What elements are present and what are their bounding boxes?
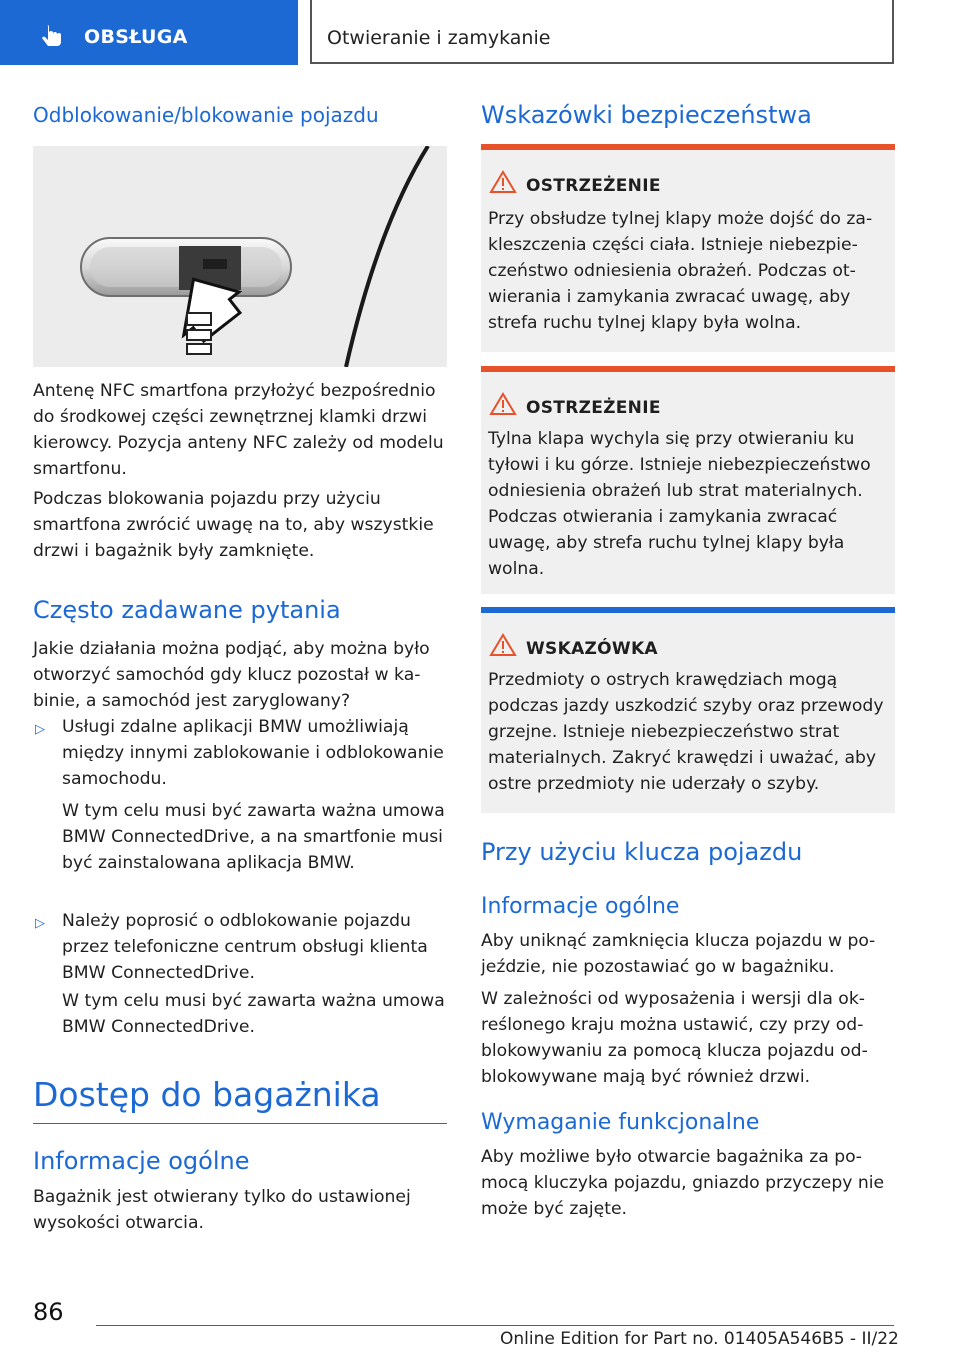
- notice-text: Przedmioty o ostrych krawędziach mogą podczas jazdy uszkodzić szyby oraz przewody grzejne. Istnieje niebezpieczeństwo strat materialnych. Zakryć krawędzi i uważać, aby ostre przedmioty nie uderzały o szyby.: [488, 670, 884, 794]
- faq-question: Jakie działania można podjąć, aby można było otworzyć samochód gdy klucz pozostał w kabinie, a samochód jest zaryglowany?: [33, 639, 430, 711]
- chapter-header: [310, 0, 894, 64]
- bullet-2-main: Należy poprosić o odblokowanie pojazdu przez telefoniczne centrum obsługi klienta BMW ConnectedDrive.: [62, 911, 428, 983]
- general-paragraph-2: W zależności od wyposażenia i wersji dla określonego kraju można ustawić, czy przy odblokowywaniu za pomocą klucza pojazdu odblokowywane mają być również drzwi.: [481, 989, 868, 1087]
- warning-bar: [481, 144, 895, 150]
- bullet-1-sub: W tym celu musi być zawarta ważna umowa BMW ConnectedDrive, a na smartfonie musi być zainstalowana aplikacja BMW.: [62, 801, 445, 873]
- trunk-text: Bagażnik jest otwierany tylko do ustawionej wysokości otwarcia.: [33, 1187, 411, 1233]
- edition-footer: Online Edition for Part no. 01405A546B5 - II/22: [500, 1329, 899, 1349]
- warning-text: Tylna klapa wychyla się przy otwieraniu ku tyłowi i ku górze. Istnieje niebezpieczeństwo odniesienia obrażeń lub strat materialnych. Podczas otwierania i zamykania zwracać uwagę, aby strefa ruchu tylnej klapy była wolna.: [488, 429, 871, 579]
- requirement-text: Aby możliwe było otwarcie bagażnika za pomocą kluczyka pojazdu, gniazdo przyczepy nie może być zajęte.: [481, 1147, 885, 1219]
- section-label: OBSŁUGA: [84, 26, 188, 48]
- footer-rule: [96, 1325, 894, 1326]
- warning-title: OSTRZEŻENIE: [526, 176, 661, 196]
- chapter-title: Otwieranie i zamykanie: [327, 27, 551, 49]
- requirement-heading: Wymaganie funkcjonalne: [481, 1110, 760, 1135]
- bullet-2-sub: W tym celu musi być zawarta ważna umowa BMW ConnectedDrive.: [62, 991, 445, 1037]
- general-heading: Informacje ogólne: [481, 894, 680, 919]
- trunk-heading-rule: [33, 1123, 447, 1124]
- notice-bar: [481, 607, 895, 613]
- warning-triangle-icon: [489, 392, 517, 416]
- notice-title: WSKAZÓWKA: [526, 639, 658, 659]
- key-heading: Przy użyciu klucza pojazdu: [481, 838, 803, 866]
- notice-box: [481, 607, 895, 813]
- locking-paragraph: Podczas blokowania pojazdu przy użyciu smartfona zwrócić uwagę na to, aby wszystkie drzwi i bagażnik były zamknięte.: [33, 489, 434, 561]
- warning-box-1: [481, 144, 895, 352]
- unlock-heading: Odblokowanie/blokowanie pojazdu: [33, 103, 379, 127]
- bullet-triangle-icon: ▷: [35, 722, 45, 737]
- warning-box-2: [481, 366, 895, 594]
- general-paragraph-1: Aby uniknąć zamknięcia klucza pojazdu w pojeździe, nie pozostawiać go w bagażniku.: [481, 931, 876, 977]
- warning-triangle-icon: [489, 170, 517, 194]
- warning-triangle-icon: [489, 633, 517, 657]
- nfc-paragraph: Antenę NFC smartfona przyłożyć bezpośrednio do środkowej części zewnętrznej klamki drzwi kierowcy. Pozycja anteny NFC zależy od modelu smartfonu.: [33, 381, 444, 479]
- section-tab: [0, 0, 298, 65]
- hand-pointer-icon: [38, 24, 66, 52]
- warning-title: OSTRZEŻENIE: [526, 398, 661, 418]
- page-number: 86: [33, 1298, 64, 1326]
- warning-text: Przy obsłudze tylnej klapy może dojść do zakleszczenia części ciała. Istnieje niebezpieczeństwo odniesienia obrażeń. Podczas otwierania i zamykania zwracać uwagę, aby strefa ruchu tylnej klapy była wolna.: [488, 209, 873, 333]
- trunk-sub-heading: Informacje ogólne: [33, 1147, 250, 1175]
- safety-heading: Wskazówki bezpieczeństwa: [481, 101, 812, 129]
- trunk-heading: Dostęp do bagażnika: [33, 1075, 381, 1114]
- bullet-triangle-icon: ▷: [35, 916, 45, 931]
- bullet-1-main: Usługi zdalne aplikacji BMW umożliwiają między innymi zablokowanie i odblokowanie samochodu.: [62, 717, 444, 789]
- warning-bar: [481, 366, 895, 372]
- faq-heading: Często zadawane pytania: [33, 596, 341, 624]
- door-handle-nfc-photo: [33, 146, 447, 367]
